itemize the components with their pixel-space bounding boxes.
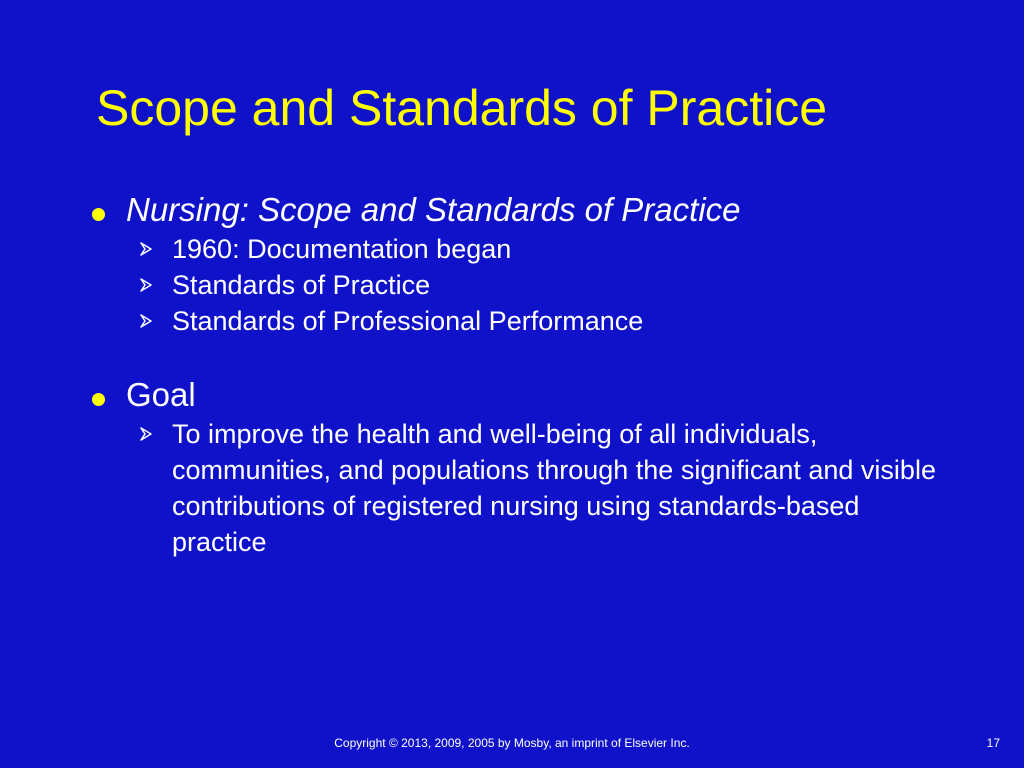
- bullet-text: Goal: [126, 376, 196, 413]
- footer: [0, 735, 1024, 755]
- sub-bullet-text: To improve the health and well-being of all individuals, communities, and populations through the significant and visible contributions of registered nursing using standards-based practice: [172, 419, 936, 557]
- sub-bullet-item: [126, 267, 964, 303]
- filled-circle-bullet-icon: [92, 208, 105, 221]
- sub-bullet-item: [126, 231, 964, 267]
- bullet-item-goal: [84, 375, 964, 560]
- arrowhead-bullet-icon: [140, 242, 152, 256]
- arrowhead-bullet-icon: [140, 314, 152, 328]
- sub-bullet-list: [126, 231, 964, 339]
- slide-title: Scope and Standards of Practice: [96, 80, 828, 136]
- sub-bullet-text: 1960: Documentation began: [172, 234, 512, 264]
- sub-bullet-text: Standards of Practice: [172, 270, 431, 300]
- filled-circle-bullet-icon: [92, 393, 105, 406]
- sub-bullet-text: Standards of Professional Performance: [172, 306, 644, 336]
- arrowhead-bullet-icon: [140, 278, 152, 292]
- arrowhead-bullet-icon: [140, 427, 152, 441]
- sub-bullet-item: [126, 416, 964, 560]
- sub-bullet-list: [126, 416, 964, 560]
- bullet-item-nursing: [84, 190, 964, 339]
- bullet-list: [84, 190, 964, 596]
- sub-bullet-item: [126, 303, 964, 339]
- slide-number: 17: [986, 736, 1000, 750]
- bullet-text: Nursing: Scope and Standards of Practice: [126, 191, 741, 228]
- copyright-notice: Copyright © 2013, 2009, 2005 by Mosby, an imprint of Elsevier Inc.: [334, 736, 690, 750]
